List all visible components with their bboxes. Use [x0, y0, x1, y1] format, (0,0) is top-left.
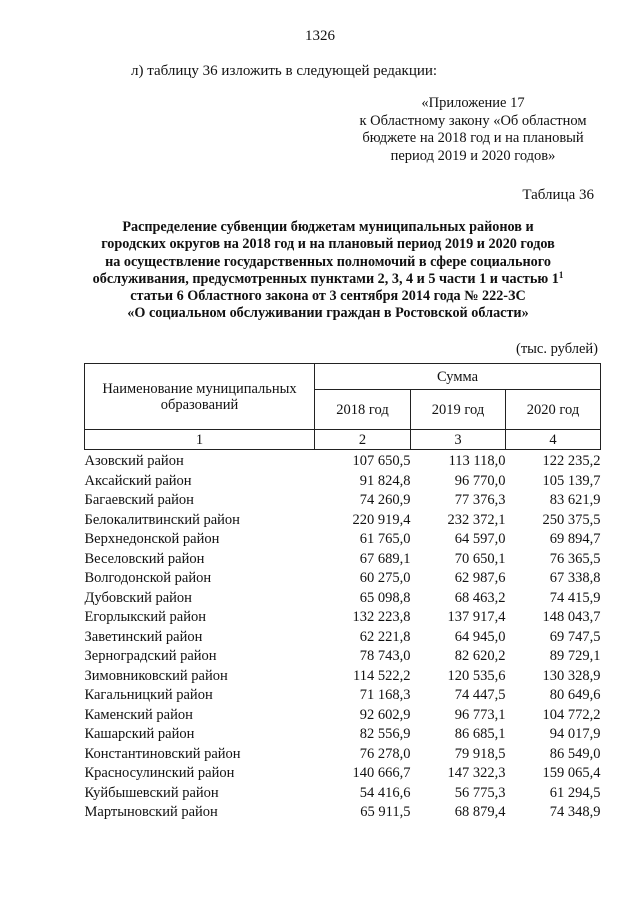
value-2019: 137 917,4 — [447, 609, 506, 625]
value-2018: 65 098,8 — [359, 589, 411, 606]
value-2020: 86 549,0 — [549, 745, 601, 762]
value-2019: 68 463,2 — [454, 589, 506, 606]
municipality-name: Константиновский район — [84, 745, 241, 762]
table-label: Таблица 36 — [522, 187, 594, 203]
municipality-name: Верхнедонской район — [84, 531, 220, 547]
value-2019: 64 945,0 — [454, 628, 506, 645]
value-2020: 130 328,9 — [542, 667, 601, 684]
table-row — [85, 472, 601, 492]
value-2018: 91 824,8 — [359, 472, 411, 489]
header-municipality: Наименование муниципальных образований — [85, 364, 315, 430]
value-2019: 70 650,1 — [454, 550, 506, 567]
value-2018: 82 556,9 — [359, 726, 411, 742]
title-line: на осуществление государственных полномочий в сфере социального — [105, 253, 551, 270]
instruction-text: л) таблицу 36 изложить в следующей редакции: — [131, 63, 438, 79]
title-line: городских округов на 2018 год и на плановый период 2019 и 2020 годов — [101, 236, 555, 253]
table-row — [85, 491, 601, 511]
municipality-name: Кашарский район — [84, 726, 195, 742]
value-2019: 77 376,3 — [454, 492, 506, 508]
value-2020: 69 894,7 — [549, 531, 601, 547]
value-2020: 159 065,4 — [542, 765, 601, 781]
value-2018: 67 689,1 — [359, 550, 411, 567]
municipality-name: Куйбышевский район — [84, 784, 219, 801]
table-row — [85, 589, 601, 609]
title-line — [60, 271, 596, 288]
appendix-line: к Областному закону «Об областном — [359, 112, 587, 129]
value-2020: 69 747,5 — [549, 628, 601, 645]
value-2020: 250 375,5 — [542, 511, 601, 528]
table-row — [85, 764, 601, 784]
municipality-name: Мартыновский район — [84, 804, 218, 820]
appendix-line: период 2019 и 2020 годов» — [390, 147, 556, 164]
header-year-2018: 2018 год — [315, 390, 411, 430]
header-year-2020: 2020 год — [506, 390, 601, 430]
municipality-name: Зимовниковский район — [84, 667, 228, 684]
value-2019: 232 372,1 — [447, 511, 506, 528]
value-2018: 60 275,0 — [359, 570, 411, 586]
value-2018: 92 602,9 — [359, 706, 411, 723]
value-2018: 61 765,0 — [359, 531, 411, 547]
table-row — [85, 569, 601, 589]
column-number: 3 — [411, 430, 506, 450]
municipality-name: Веселовский район — [84, 550, 205, 567]
title-line: «О социальном обслуживании граждан в Ростовской области» — [127, 305, 529, 322]
table-row — [85, 608, 601, 628]
table-row — [85, 706, 601, 726]
value-2018: 78 743,0 — [359, 648, 411, 664]
municipality-name: Багаевский район — [84, 492, 194, 508]
table-row — [85, 725, 601, 745]
column-number: 1 — [85, 430, 315, 450]
municipality-name: Кагальницкий район — [84, 687, 213, 703]
municipality-name: Аксайский район — [84, 472, 192, 489]
municipality-name: Красносулинский район — [84, 765, 235, 781]
column-number: 4 — [506, 430, 601, 450]
value-2020: 74 415,9 — [549, 589, 601, 606]
appendix-line: «Приложение 17 — [421, 95, 525, 111]
column-number: 2 — [315, 430, 411, 450]
value-2018: 220 919,4 — [352, 511, 411, 528]
value-2020: 148 043,7 — [542, 609, 601, 625]
document-title — [60, 219, 596, 323]
value-2018: 132 223,8 — [352, 609, 411, 625]
value-2020: 67 338,8 — [549, 570, 601, 586]
table-row — [85, 686, 601, 706]
table-row — [85, 745, 601, 765]
subvention-table — [84, 363, 601, 823]
municipality-name: Каменский район — [84, 706, 193, 723]
table-row — [85, 784, 601, 804]
value-2019: 82 620,2 — [454, 648, 506, 664]
municipality-name: Заветинский район — [84, 628, 203, 645]
title-line: статьи 6 Областного закона от 3 сентября 2014 года № 222-ЗС — [130, 288, 526, 305]
municipality-name: Зерноградский район — [84, 648, 217, 664]
table-row — [85, 667, 601, 687]
value-2019: 68 879,4 — [454, 804, 506, 820]
title-superscript: 1 — [558, 269, 564, 280]
title-line: Распределение субвенции бюджетам муниципальных районов и — [122, 219, 534, 235]
municipality-name: Азовский район — [84, 453, 184, 469]
appendix-line: бюджете на 2018 год и на плановый — [362, 130, 584, 146]
appendix-note — [340, 95, 606, 165]
value-2018: 62 221,8 — [359, 628, 411, 645]
value-2018: 76 278,0 — [359, 745, 411, 762]
value-2019: 79 918,5 — [454, 745, 506, 762]
header-sum: Сумма — [315, 364, 601, 390]
table-row — [85, 647, 601, 667]
value-2018: 65 911,5 — [360, 804, 411, 820]
title-line-text: обслуживания, предусмотренных пунктами 2, 3, 4 и 5 части 1 и частью 1 — [92, 270, 559, 287]
table-row — [85, 550, 601, 570]
value-2019: 86 685,1 — [454, 726, 506, 742]
value-2020: 74 348,9 — [549, 804, 601, 820]
value-2019: 96 773,1 — [454, 706, 506, 723]
table-row — [85, 511, 601, 531]
header-year-2019: 2019 год — [411, 390, 506, 430]
page-number: 1326 — [305, 28, 335, 44]
value-2020: 122 235,2 — [542, 453, 601, 469]
value-2018: 114 522,2 — [353, 667, 411, 684]
table-row — [85, 803, 601, 823]
value-2019: 113 118,0 — [448, 453, 506, 469]
value-2020: 76 365,5 — [549, 550, 601, 567]
value-2019: 120 535,6 — [447, 667, 506, 684]
value-2019: 74 447,5 — [454, 687, 506, 703]
value-2018: 71 168,3 — [359, 687, 411, 703]
value-2019: 147 322,3 — [447, 765, 506, 781]
value-2020: 61 294,5 — [549, 784, 601, 801]
value-2019: 56 775,3 — [454, 784, 506, 801]
municipality-name: Егорлыкский район — [84, 609, 206, 625]
municipality-name: Волгодонской район — [84, 570, 212, 586]
value-2019: 62 987,6 — [454, 570, 506, 586]
table-row — [85, 450, 601, 472]
value-2018: 107 650,5 — [352, 453, 411, 469]
municipality-name: Дубовский район — [84, 589, 192, 606]
value-2020: 94 017,9 — [549, 726, 601, 742]
municipality-name: Белокалитвинский район — [84, 511, 240, 528]
value-2018: 140 666,7 — [352, 765, 411, 781]
value-2018: 54 416,6 — [359, 784, 411, 801]
value-2018: 74 260,9 — [359, 492, 411, 508]
value-2020: 80 649,6 — [549, 687, 601, 703]
value-2020: 104 772,2 — [542, 706, 601, 723]
value-2019: 96 770,0 — [454, 472, 506, 489]
value-2020: 83 621,9 — [549, 492, 601, 508]
table-row — [85, 628, 601, 648]
value-2020: 105 139,7 — [542, 472, 601, 489]
units-label: (тыс. рублей) — [516, 341, 598, 357]
value-2019: 64 597,0 — [454, 531, 506, 547]
table-row — [85, 530, 601, 550]
value-2020: 89 729,1 — [549, 648, 601, 664]
